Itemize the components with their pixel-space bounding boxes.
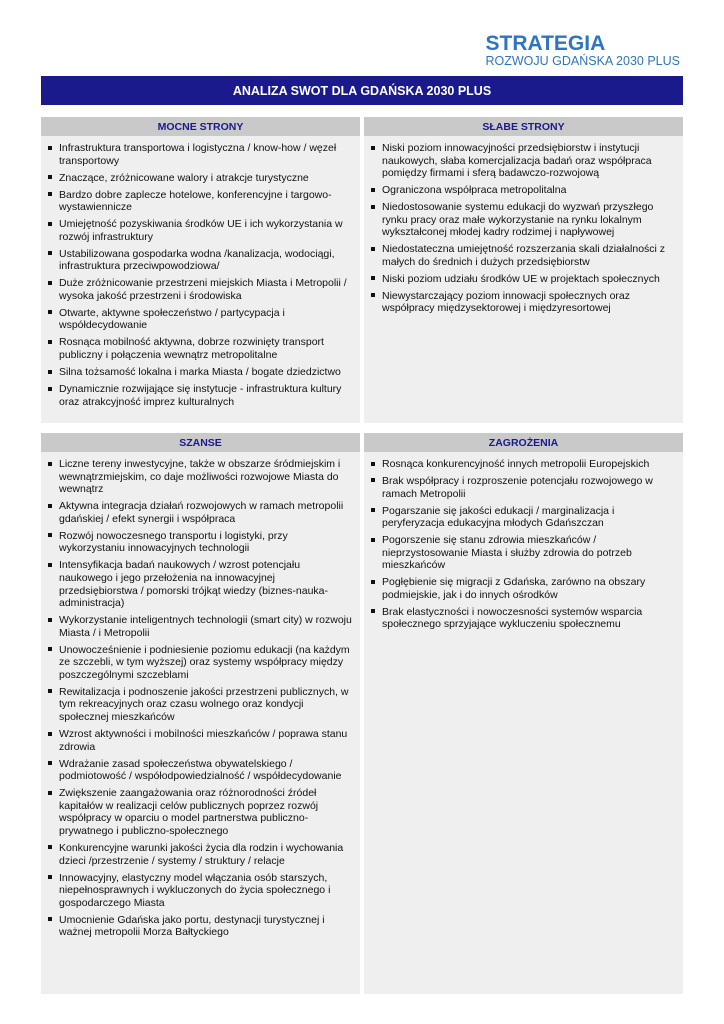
opportunities-list	[47, 458, 352, 939]
list-item: Brak współpracy i rozproszenie potencjału rozwojowego w ramach Metropolii	[370, 475, 675, 500]
weaknesses-column	[364, 117, 683, 423]
weaknesses-body	[364, 136, 683, 423]
opportunities-body	[41, 452, 360, 994]
list-item: Niski poziom udziału środków UE w projektach społecznych	[370, 273, 675, 286]
logo-title: STRATEGIA	[485, 32, 606, 55]
swot-internal-section	[41, 117, 683, 423]
list-item: Niski poziom innowacyjności przedsiębiorstw i instytucji naukowych, słaba komercjalizacja badań oraz współpraca pomiędzy firmami i sferą badawczo-rozwojową	[370, 142, 675, 180]
list-item: Umocnienie Gdańska jako portu, destynacji turystycznej i ważnej metropolii Morza Bałtyckiego	[47, 914, 352, 939]
list-item: Ograniczona współpraca metropolitalna	[370, 184, 675, 197]
strengths-body	[41, 136, 360, 423]
weaknesses-list	[370, 142, 675, 315]
list-item: Wdrażanie zasad społeczeństwa obywatelskiego / podmiotowość / współodpowiedzialność / współdecydowanie	[47, 758, 352, 783]
list-item: Rosnąca konkurencyjność innych metropolii Europejskich	[370, 458, 675, 471]
strengths-header: MOCNE STRONY	[41, 117, 360, 136]
list-item: Intensyfikacja badań naukowych / wzrost potencjału naukowego i jego przełożenia na innowacyjnej przedsiębiorstwa / pomorski trójkąt wiedzy (biznes-nauka-administracja)	[47, 559, 352, 609]
list-item: Infrastruktura transportowa i logistyczna / know-how / węzeł transportowy	[47, 142, 352, 167]
list-item: Unowocześnienie i podniesienie poziomu edukacji (na każdym ze szczebli, w tym wyższej) oraz systemy współpracy między poszczególnymi szczeblami	[47, 644, 352, 682]
list-item: Innowacyjny, elastyczny model włączania osób starszych, niepełnosprawnych i wykluczonych do życia społecznego i gospodarczego Miasta	[47, 872, 352, 910]
list-item: Duże zróżnicowanie przestrzeni miejskich Miasta i Metropolii / wysoka jakość przestrzeni i środowiska	[47, 277, 352, 302]
list-item: Brak elastyczności i nowoczesności systemów wsparcia społecznego sprzyjające wykluczeniu społecznemu	[370, 606, 675, 631]
swot-external-section	[41, 433, 683, 994]
opportunities-header: SZANSE	[41, 433, 360, 452]
weaknesses-header: SŁABE STRONY	[364, 117, 683, 136]
threats-column	[364, 433, 683, 994]
list-item: Liczne tereny inwestycyjne, także w obszarze śródmiejskim i wewnątrzmiejskim, co daje możliwości rozwojowe Miasta do wewnątrz	[47, 458, 352, 496]
list-item: Pogarszanie się jakości edukacji / marginalizacja i peryferyzacja edukacyjna młodych Gdańszczan	[370, 505, 675, 530]
list-item: Niewystarczający poziom innowacji społecznych oraz współpracy międzysektorowej i międzyresortowej	[370, 290, 675, 315]
list-item: Silna tożsamość lokalna i marka Miasta / bogate dziedzictwo	[47, 366, 352, 379]
threats-body	[364, 452, 683, 994]
list-item: Pogorszenie się stanu zdrowia mieszkańców / nieprzystosowanie Miasta i służby zdrowia do potrzeb mieszkańców	[370, 534, 675, 572]
threats-header: ZAGROŻENIA	[364, 433, 683, 452]
list-item: Aktywna integracja działań rozwojowych w ramach metropolii gdańskiej / efekt synergii i współpraca	[47, 500, 352, 525]
list-item: Ustabilizowana gospodarka wodna /kanalizacja, wodociągi, infrastruktura przeciwpowodziowa/	[47, 248, 352, 273]
page-title: ANALIZA SWOT DLA GDAŃSKA 2030 PLUS	[41, 76, 683, 105]
threats-list	[370, 458, 675, 631]
strategy-logo	[485, 33, 680, 68]
logo-subtitle: ROZWOJU GDAŃSKA 2030 PLUS	[485, 54, 680, 68]
list-item: Wykorzystanie inteligentnych technologii (smart city) w rozwoju Miasta / i Metropolii	[47, 614, 352, 639]
list-item: Dynamicznie rozwijające się instytucje - infrastruktura kultury oraz atrakcyjność imprez kulturalnych	[47, 383, 352, 408]
list-item: Rozwój nowoczesnego transportu i logistyki, przy wykorzystaniu innowacyjnych technologii	[47, 530, 352, 555]
list-item: Rosnąca mobilność aktywna, dobrze rozwinięty transport publiczny i połączenia wewnątrz metropolitalne	[47, 336, 352, 361]
list-item: Pogłębienie się migracji z Gdańska, zarówno na obszary podmiejskie, jak i do innych ośrodków	[370, 576, 675, 601]
list-item: Niedostateczna umiejętność rozszerzania skali działalności z małych do średnich i dużych przedsiębiorstw	[370, 243, 675, 268]
opportunities-column	[41, 433, 360, 994]
list-item: Zwiększenie zaangażowania oraz różnorodności źródeł kapitałów w realizacji celów publicznych poprzez rozwój współpracy w oparciu o model partnerstwa publiczno-prywatnego i publiczno-społecznego	[47, 787, 352, 837]
list-item: Otwarte, aktywne społeczeństwo / partycypacja i współdecydowanie	[47, 307, 352, 332]
list-item: Wzrost aktywności i mobilności mieszkańców / poprawa stanu zdrowia	[47, 728, 352, 753]
strengths-column	[41, 117, 360, 423]
list-item: Umiejętność pozyskiwania środków UE i ich wykorzystania w rozwój infrastruktury	[47, 218, 352, 243]
list-item: Znaczące, zróżnicowane walory i atrakcje turystyczne	[47, 172, 352, 185]
strengths-list	[47, 142, 352, 408]
list-item: Rewitalizacja i podnoszenie jakości przestrzeni publicznych, w tym rekreacyjnych oraz czasu wolnego oraz kondycji społecznej mieszkańców	[47, 686, 352, 724]
list-item: Niedostosowanie systemu edukacji do wyzwań przyszłego rynku pracy oraz małe wykorzystanie na rynku lokalnym wykształconej młodej kadry rodzimej i napływowej	[370, 201, 675, 239]
list-item: Konkurencyjne warunki jakości życia dla rodzin i wychowania dzieci /przestrzenie / systemy / struktury / relacje	[47, 842, 352, 867]
list-item: Bardzo dobre zaplecze hotelowe, konferencyjne i targowo-wystawiennicze	[47, 189, 352, 214]
